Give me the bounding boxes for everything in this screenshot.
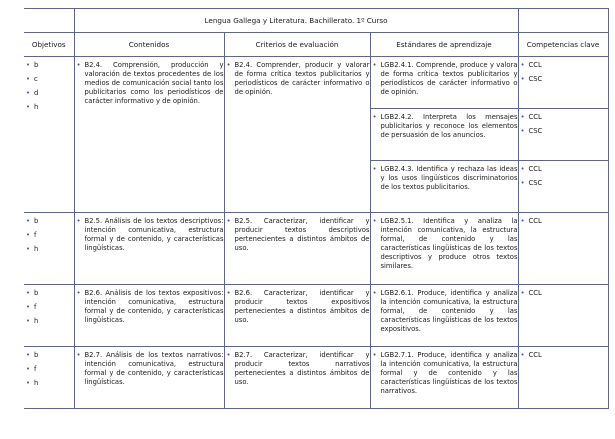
objetivo-item: • b	[24, 217, 74, 226]
criterio-text: • B2.4. Comprender, producir y valorar de forma crítica textos publicitarios y periodísticos de carácter informativo o de opinión.	[225, 61, 370, 97]
objetivo-item: • b	[24, 289, 74, 298]
header-estandares: Estándares de aprendizaje	[370, 33, 518, 57]
competencia-item: • CSC	[519, 179, 608, 188]
contenido-text: • B2.4. Comprensión, producción y valoración de textos procedentes de los medios de comunicación social tanto los publicitarios como los periodísticos de carácter informativo y de opinión.	[75, 61, 224, 106]
competencia-item: • CSC	[519, 75, 608, 84]
objetivo-item: • f	[24, 365, 74, 374]
objetivos-cell	[24, 285, 74, 347]
table-row	[24, 213, 608, 285]
competencia-item: • CCL	[519, 113, 608, 122]
competencia-item: • CCL	[519, 217, 608, 226]
criterio-text: • B2.7. Caracterizar, identificar y producir textos narrativos pertenecientes a distintos ámbitos de uso.	[225, 351, 370, 387]
criterios-cell	[224, 57, 370, 213]
competencias-cell	[518, 213, 608, 285]
curriculum-table	[24, 8, 609, 409]
competencias-cell	[518, 347, 608, 409]
objetivos-cell	[24, 213, 74, 285]
header-criterios: Criterios de evaluación	[224, 33, 370, 57]
contenido-text: • B2.7. Análisis de los textos narrativos: intención comunicativa, estructura formal y de contenido, y características lingüísticas.	[75, 351, 224, 387]
estandar-text: • LGB2.5.1. Identifica y analiza la intención comunicativa, la estructura formal, de contenido y las características lingüísticas de los textos descriptivos y produce otros textos similares.	[371, 217, 518, 271]
header-row	[24, 33, 608, 57]
header-objetivos: Objetivos	[24, 33, 74, 57]
estandar-cell	[370, 347, 518, 409]
objetivo-item: • c	[24, 75, 74, 84]
estandar-cell	[370, 213, 518, 285]
objetivo-item: • b	[24, 61, 74, 70]
contenido-text: • B2.5. Análisis de los textos descriptivos: intención comunicativa, estructura formal y de contenido, y características lingüísticas.	[75, 217, 224, 253]
table-row	[24, 285, 608, 347]
competencia-item: • CCL	[519, 351, 608, 360]
objetivo-item: • f	[24, 231, 74, 240]
estandar-text: • LGB2.4.3. Identifica y rechaza las ideas y los usos lingüísticos discriminatorios de los textos publicitarios.	[371, 165, 518, 192]
competencia-item: • CSC	[519, 127, 608, 136]
criterios-cell	[224, 213, 370, 285]
contenidos-cell	[74, 285, 224, 347]
criterio-text: • B2.5. Caracterizar, identificar y producir textos descriptivos pertenecientes a distintos ámbitos de uso.	[225, 217, 370, 253]
competencia-item: • CCL	[519, 289, 608, 298]
competencias-cell	[518, 109, 608, 161]
estandar-cell	[370, 109, 518, 161]
table-title: Lengua Gallega y Literatura. Bachillerato. 1º Curso	[74, 9, 518, 33]
objetivo-item: • h	[24, 317, 74, 326]
objetivo-item: • h	[24, 103, 74, 112]
estandar-text: • LGB2.4.2. Interpreta los mensajes publicitarios y reconoce los elementos de persuasión de los anuncios.	[371, 113, 518, 140]
objetivo-item: • b	[24, 351, 74, 360]
competencias-cell	[518, 285, 608, 347]
estandar-text: • LGB2.6.1. Produce, identifica y analiza la intención comunicativa, la estructura formal, de contenido y las características lingüísticas de los textos expositivos.	[371, 289, 518, 334]
objetivos-cell	[24, 347, 74, 409]
objetivo-item: • h	[24, 379, 74, 388]
competencia-item: • CCL	[519, 61, 608, 70]
objetivo-item: • h	[24, 245, 74, 254]
table-row	[24, 347, 608, 409]
estandar-text: • LGB2.4.1. Comprende, produce y valora de forma crítica textos publicitarios y periodísticos de carácter informativo o de opinión.	[371, 61, 518, 97]
contenidos-cell	[74, 213, 224, 285]
objetivo-item: • d	[24, 89, 74, 98]
competencias-cell	[518, 57, 608, 109]
contenidos-cell	[74, 57, 224, 213]
criterio-text: • B2.6. Caracterizar, identificar y producir textos expositivos pertenecientes a distintos ámbitos de uso.	[225, 289, 370, 325]
criterios-cell	[224, 347, 370, 409]
table-row	[24, 57, 608, 109]
competencia-item: • CCL	[519, 165, 608, 174]
estandar-cell	[370, 57, 518, 109]
contenido-text: • B2.6. Análisis de los textos expositivos: intención comunicativa, estructura formal y de contenido, y características lingüísticas.	[75, 289, 224, 325]
contenidos-cell	[74, 347, 224, 409]
estandar-cell	[370, 161, 518, 213]
criterios-cell	[224, 285, 370, 347]
header-contenidos: Contenidos	[74, 33, 224, 57]
header-competencias: Competencias clave	[518, 33, 608, 57]
caption-row	[24, 9, 608, 33]
competencias-cell	[518, 161, 608, 213]
objetivo-item: • f	[24, 303, 74, 312]
estandar-text: • LGB2.7.1. Produce, identifica y analiza la intención comunicativa, la estructura formal y de contenido y las características lingüísticas de los textos narrativos.	[371, 351, 518, 396]
objetivos-cell	[24, 57, 74, 213]
estandar-cell	[370, 285, 518, 347]
